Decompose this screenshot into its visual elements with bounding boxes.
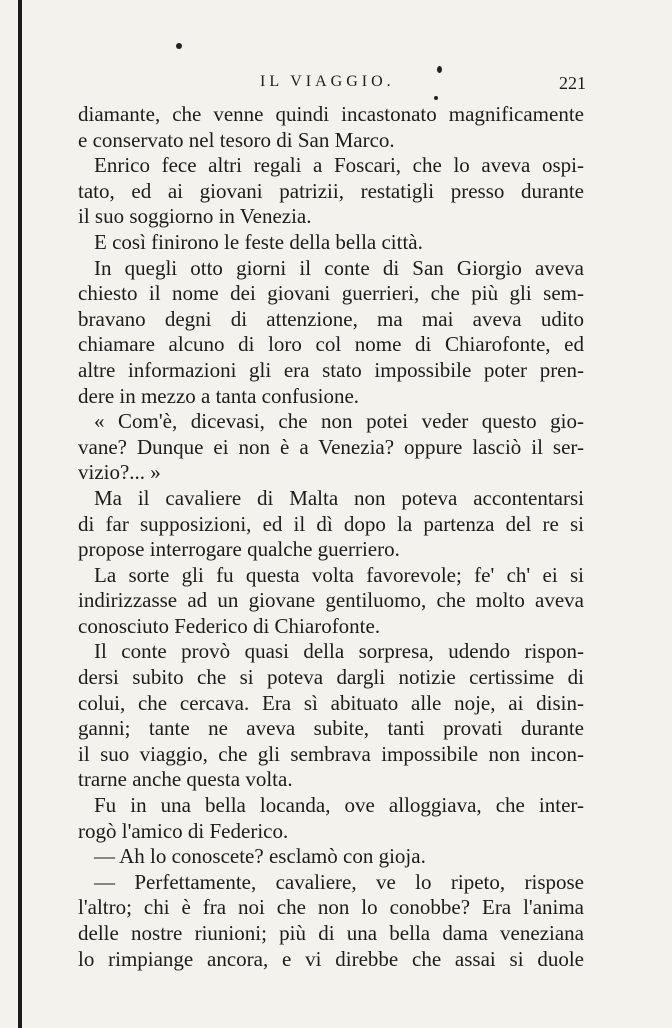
text-line: il suo viaggio, che gli sembrava impossibile non incon- xyxy=(78,741,584,766)
text-line: altre informazioni gli era stato impossibile poter pren- xyxy=(78,357,584,382)
ink-speck xyxy=(176,43,182,49)
page-header xyxy=(78,73,588,97)
text-line: « Com'è, dicevasi, che non potei veder questo gio- xyxy=(94,409,584,434)
text-line: rogò l'amico di Federico. xyxy=(78,818,289,843)
text-line: Ma il cavaliere di Malta non poteva accontentarsi xyxy=(94,485,584,510)
text-line: chiesto il nome dei giovani guerrieri, che più gli sem- xyxy=(78,281,584,306)
text-line: La sorte gli fu questa volta favorevole; fe' ch' ei si xyxy=(94,562,584,587)
text-line: dere in mezzo a tanta confusione. xyxy=(78,383,360,408)
text-line: — Perfettamente, cavaliere, ve lo ripeto, rispose xyxy=(94,869,584,894)
body-text xyxy=(78,102,584,972)
text-line: ganni; tante ne aveva subite, tanti provati durante xyxy=(78,716,584,741)
text-line: vizio?... » xyxy=(78,460,161,485)
text-line: delle nostre riunioni; più di una bella dama veneziana xyxy=(78,921,584,945)
text-line: lo rimpiange ancora, e vi direbbe che assai si duole xyxy=(78,946,584,971)
text-line: il suo soggiorno in Venezia. xyxy=(78,204,312,229)
text-line: Enrico fece altri regali a Foscari, che lo aveva ospi- xyxy=(94,153,584,178)
text-line: chiamare alcuno di loro col nome di Chiarofonte, ed xyxy=(78,332,584,357)
text-line: E così finirono le feste della bella città. xyxy=(94,229,423,254)
text-line: trarne anche questa volta. xyxy=(78,767,293,792)
gutter-rule xyxy=(18,0,22,1028)
text-line: In quegli otto giorni il conte di San Giorgio aveva xyxy=(94,255,584,280)
text-line: colui, che cercava. Era sì abituato alle noje, ai disin- xyxy=(78,690,584,715)
text-line: conosciuto Federico di Chiarofonte. xyxy=(78,613,381,638)
text-line: Il conte provò quasi della sorpresa, udendo rispon- xyxy=(94,639,584,664)
text-line: diamante, che venne quindi incastonato magnificamente xyxy=(78,102,584,126)
text-line: bravano degni di attenzione, ma mai aveva udito xyxy=(78,306,584,331)
text-line: propose interrogare qualche guerriero. xyxy=(78,537,400,562)
ink-speck xyxy=(437,66,442,73)
running-head: IL VIAGGIO. xyxy=(260,73,395,90)
text-line: — Ah lo conoscete? esclamò con gioja. xyxy=(94,844,426,869)
text-line: l'altro; chi è fra noi che non lo conobbe? Era l'anima xyxy=(78,895,584,920)
text-line: e conservato nel tesoro di San Marco. xyxy=(78,127,395,152)
text-line: dersi subito che si poteva dargli notizie certissime di xyxy=(78,665,584,690)
text-line: Fu in una bella locanda, ove alloggiava, che inter- xyxy=(94,793,584,818)
page-number: 221 xyxy=(559,73,586,93)
text-line: indirizzasse ad un giovane gentiluomo, che molto aveva xyxy=(78,588,584,613)
text-line: di far supposizioni, ed il dì dopo la partenza del re si xyxy=(78,511,584,536)
text-line: tato, ed ai giovani patrizii, restatigli presso durante xyxy=(78,178,584,203)
text-line: vane? Dunque ei non è a Venezia? oppure lasciò il ser- xyxy=(78,434,584,459)
